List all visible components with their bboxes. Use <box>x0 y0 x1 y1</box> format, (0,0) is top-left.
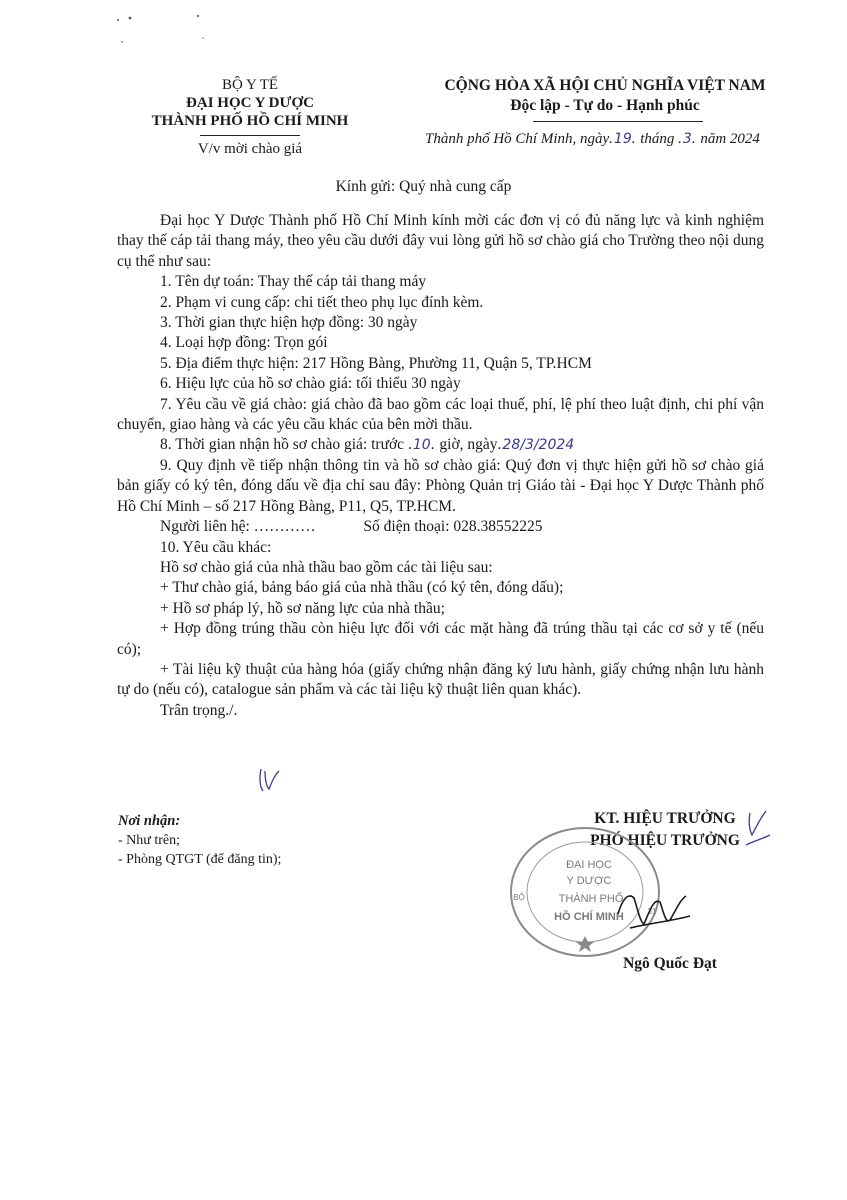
recipients-title: Nơi nhận: <box>118 813 181 829</box>
item-8-mid: giờ, ngày <box>439 436 498 454</box>
seal-text-3: THÀNH PHỐ <box>558 893 624 905</box>
date-month-handwritten: 3 <box>682 131 692 147</box>
item-6: 6. Hiệu lực của hồ sơ chào giá: tối thiểu 30 ngày <box>160 375 461 393</box>
item-10-intro: Hồ sơ chào giá của nhà thầu bao gồm các tài liệu sau: <box>160 558 493 576</box>
initials-signature <box>255 765 285 795</box>
greeting: Kính gửi: Quý nhà cung cấp <box>335 178 512 195</box>
university-name-line2: THÀNH PHỐ HỒ CHÍ MINH <box>151 113 349 129</box>
recipient-1: - Như trên; <box>118 833 181 848</box>
intro-paragraph: Đại học Y Dược Thành phố Hồ Chí Minh kính mời các đơn vị có đủ năng lực và kinh nghiệm thay thế cáp tải thang máy, theo yêu cầu dưới đây vui lòng gửi hồ sơ chào giá cho Trường theo nội dung cụ thể như sau: <box>117 212 764 270</box>
item-8-prefix: 8. Thời gian nhận hồ sơ chào giá: trước <box>160 436 405 454</box>
seal-text-1: ĐẠI HỌC <box>566 859 612 871</box>
deadline-date-handwritten: 28/3/2024 <box>502 437 575 454</box>
corner-initial-mark <box>740 805 774 855</box>
national-title: CỘNG HÒA XÃ HỘI CHỦ NGHĨA VIỆT NAM <box>444 77 766 94</box>
signer-position: PHÓ HIỆU TRƯỞNG <box>590 832 740 849</box>
item-10-a: + Thư chào giá, bảng báo giá của nhà thầu (có ký tên, đóng dấu); <box>160 579 564 597</box>
closing: Trân trọng./. <box>160 701 238 719</box>
item-5: 5. Địa điểm thực hiện: 217 Hồng Bàng, Phường 11, Quận 5, TP.HCM <box>160 354 592 372</box>
deadline-hour-handwritten: 10 <box>412 437 431 454</box>
item-10-d: + Tài liệu kỹ thuật của hàng hóa (giấy chứng nhận đăng ký lưu hành, giấy chứng nhận lưu hành tự do (nếu có), catalogue sản phẩm và các tài liệu kỹ thuật liên quan khác). <box>117 660 764 699</box>
item-4: 4. Loại hợp đồng: Trọn gói <box>160 334 328 352</box>
letter-body <box>117 211 764 721</box>
recipient-2: - Phòng QTGT (để đăng tin); <box>118 852 282 867</box>
motto-underline <box>533 121 703 122</box>
item-1: 1. Tên dự toán: Thay thế cáp tải thang máy <box>160 273 427 291</box>
recipients-block <box>118 812 281 869</box>
contact-line <box>117 517 764 537</box>
date-month-label: tháng <box>640 131 675 147</box>
national-header <box>415 76 795 116</box>
scan-specks <box>110 12 230 52</box>
signer-name: Ngô Quốc Đạt <box>623 955 717 972</box>
item-7: 7. Yêu cầu về giá chào: giá chào đã bao gồm các loại thuế, phí, lệ phí theo luật định, chi phí vận chuyển, giao hàng và các yêu cầu khác của bên mời thầu. <box>117 395 764 434</box>
handwritten-signature <box>610 880 700 940</box>
date-day-handwritten: 19 <box>613 131 632 147</box>
seal-rim-left: BỘ <box>513 893 525 902</box>
item-10: 10. Yêu cầu khác: <box>160 538 272 556</box>
item-2: 2. Phạm vi cung cấp: chi tiết theo phụ lục đính kèm. <box>160 293 484 311</box>
phone-label: Số điện thoại: 028.38552225 <box>363 518 543 536</box>
national-motto: Độc lập - Tự do - Hạnh phúc <box>510 97 700 114</box>
seal-text-2: Y DƯỢC <box>566 875 612 887</box>
seal-rim-right: 31 <box>647 907 657 916</box>
item-10-b: + Hồ sơ pháp lý, hồ sơ năng lực của nhà thầu; <box>160 599 445 617</box>
item-8: 8. Thời gian nhận hồ sơ chào giá: trước .10. giờ, ngày.28/3/2024 <box>160 436 575 454</box>
date-line: Thành phố Hồ Chí Minh, ngày.19. tháng .3. năm 2024 <box>425 131 760 147</box>
seal-text-4: HỒ CHÍ MINH <box>554 911 624 923</box>
date-prefix: Thành phố Hồ Chí Minh, ngày <box>425 131 610 147</box>
contact-label: Người liên hệ: ………… <box>160 518 316 536</box>
item-10-c: + Hợp đồng trúng thầu còn hiệu lực đối với các mặt hàng đã trúng thầu tại các cơ sở y tế (nếu có); <box>117 620 764 658</box>
ministry-name: BỘ Y TẾ <box>221 77 279 93</box>
agency-header <box>120 76 380 158</box>
date-year: năm 2024 <box>700 131 760 147</box>
header-underline-left <box>200 135 300 136</box>
item-3: 3. Thời gian thực hiện hợp đồng: 30 ngày <box>160 314 418 332</box>
university-name-line1: ĐẠI HỌC Y DƯỢC <box>186 95 314 111</box>
signer-authority: KT. HIỆU TRƯỞNG <box>594 810 736 827</box>
item-9: 9. Quy định về tiếp nhận thông tin và hồ sơ chào giá: Quý đơn vị thực hiện gửi hồ sơ chào giá bản giấy có ký tên, đóng dấu về địa chỉ sau đây: Phòng Quản trị Giáo tài - Đại học Y Dược Thành phố Hồ Chí Minh – số 217 Hồng Bàng, P11, Q5, TP.HCM. <box>117 456 764 515</box>
document-subject: V/v mời chào giá <box>197 141 303 157</box>
